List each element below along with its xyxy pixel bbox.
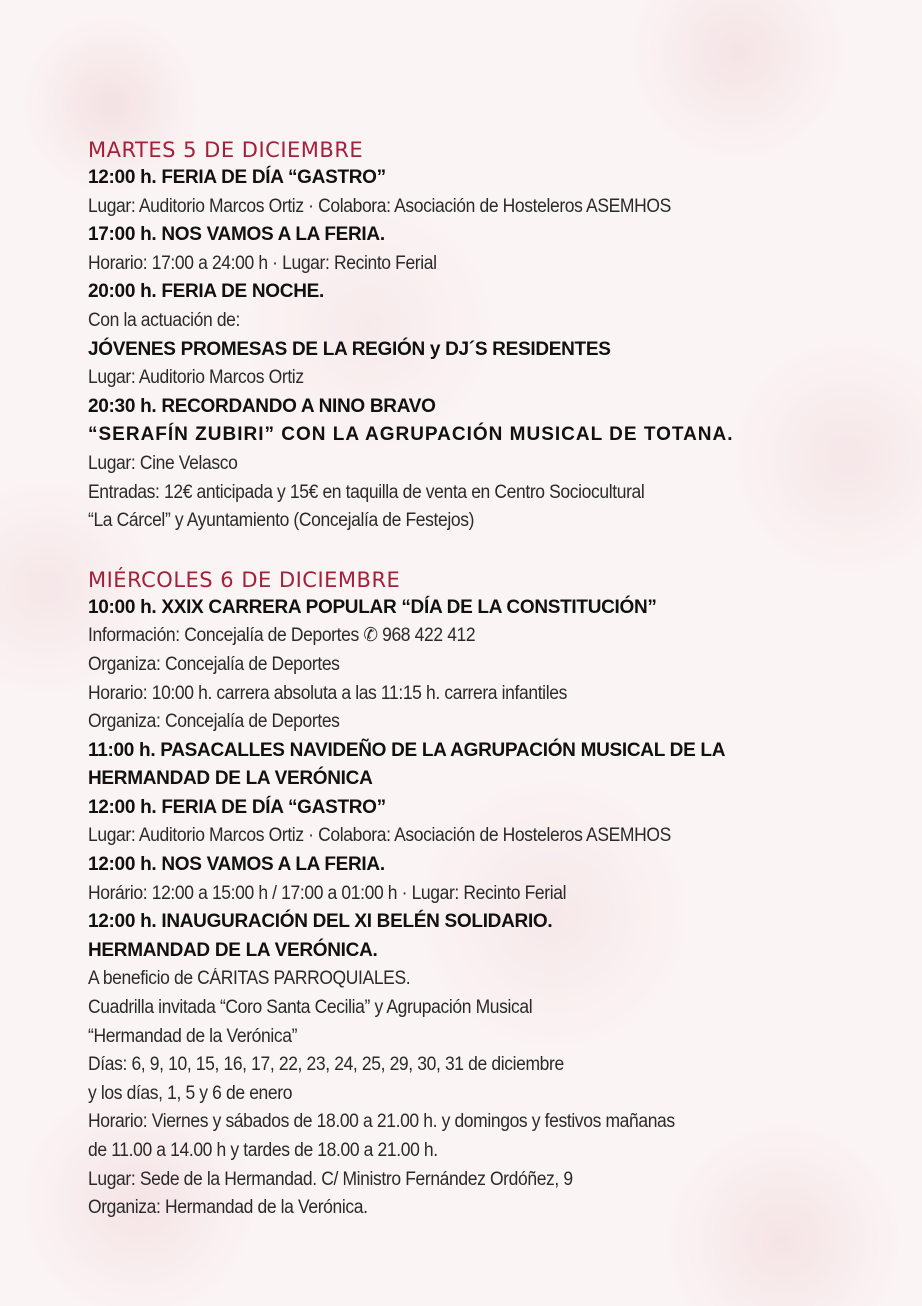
event-detail-line: “Hermandad de la Verónica” <box>88 1025 298 1047</box>
event-detail-line: Lugar: Auditorio Marcos Ortiz · Colabora: Asociación de Hosteleros ASEMHOS <box>88 825 671 847</box>
event-detail-line: Organiza: Concejalía de Deportes <box>88 711 340 733</box>
event-detail-line: Días: 6, 9, 10, 15, 16, 17, 22, 23, 24, 25, 29, 30, 31 de diciembre <box>88 1054 564 1076</box>
event-heading-line: 17:00 h. NOS VAMOS A LA FERIA. <box>88 224 385 246</box>
event-heading-line: HERMANDAD DE LA VERÓNICA <box>88 768 373 790</box>
day-section-martes <box>88 136 836 536</box>
event-detail-line: Lugar: Auditorio Marcos Ortiz <box>88 367 304 389</box>
day-section-miercoles <box>88 566 836 1223</box>
event-heading-line: 12:00 h. INAUGURACIÓN DEL XI BELÉN SOLIDARIO. <box>88 911 553 933</box>
event-detail-line: Horario: 17:00 a 24:00 h · Lugar: Recinto Ferial <box>88 252 437 274</box>
event-detail-line: A beneficio de CÁRITAS PARROQUIALES. <box>88 968 411 990</box>
event-detail-line: Horario: Viernes y sábados de 18.00 a 21.00 h. y domingos y festivos mañanas <box>88 1111 675 1133</box>
event-detail-line: “La Cárcel” y Ayuntamiento (Concejalía de Festejos) <box>88 510 475 532</box>
event-detail-line: Horario: 10:00 h. carrera absoluta a las 11:15 h. carrera infantiles <box>88 682 567 704</box>
event-detail-line: Organiza: Concejalía de Deportes <box>88 653 340 675</box>
event-detail-line: Información: Concejalía de Deportes ✆ 968 422 412 <box>88 625 476 647</box>
event-heading-line: 11:00 h. PASACALLES NAVIDEÑO DE LA AGRUPACIÓN MUSICAL DE LA <box>88 739 726 761</box>
event-detail-line: Lugar: Cine Velasco <box>88 452 238 474</box>
event-detail-line: Horário: 12:00 a 15:00 h / 17:00 a 01:00 h · Lugar: Recinto Ferial <box>88 882 567 904</box>
day-title: MARTES 5 DE DICIEMBRE <box>88 138 364 162</box>
event-heading-line: 20:00 h. FERIA DE NOCHE. <box>88 281 324 303</box>
event-heading-line: JÓVENES PROMESAS DE LA REGIÓN y DJ´S RESIDENTES <box>88 338 611 360</box>
event-detail-line: Lugar: Auditorio Marcos Ortiz · Colabora: Asociación de Hosteleros ASEMHOS <box>88 195 671 217</box>
event-heading-line: 20:30 h. RECORDANDO A NINO BRAVO <box>88 395 436 417</box>
event-detail-line: Con la actuación de: <box>88 309 241 331</box>
event-detail-line: de 11.00 a 14.00 h y tardes de 18.00 a 21.00 h. <box>88 1140 438 1161</box>
event-list <box>88 594 836 1223</box>
event-detail-line: Organiza: Hermandad de la Verónica. <box>88 1197 368 1219</box>
program-content <box>88 136 836 1253</box>
event-detail-line: Entradas: 12€ anticipada y 15€ en taquilla de venta en Centro Sociocultural <box>88 481 645 503</box>
event-heading-line: 12:00 h. FERIA DE DÍA “GASTRO” <box>88 167 386 188</box>
event-detail-line: Cuadrilla invitada “Coro Santa Cecilia” y Agrupación Musical <box>88 997 533 1019</box>
event-heading-line: 12:00 h. FERIA DE DÍA “GASTRO” <box>88 796 386 818</box>
event-detail-line: Lugar: Sede de la Hermandad. C/ Ministro Fernández Ordóñez, 9 <box>88 1168 573 1190</box>
event-heading-line: 12:00 h. NOS VAMOS A LA FERIA. <box>88 854 385 876</box>
day-title: MIÉRCOLES 6 DE DICIEMBRE <box>88 567 401 592</box>
event-list <box>88 164 836 536</box>
event-heading-line: 10:00 h. XXIX CARRERA POPULAR “DÍA DE LA CONSTITUCIÓN” <box>88 596 657 618</box>
event-detail-line: y los días, 1, 5 y 6 de enero <box>88 1082 293 1104</box>
event-heading-line: “SERAFÍN ZUBIRI” CON LA AGRUPACIÓN MUSICAL DE TOTANA. <box>88 424 734 446</box>
event-heading-line: HERMANDAD DE LA VERÓNICA. <box>88 939 378 961</box>
